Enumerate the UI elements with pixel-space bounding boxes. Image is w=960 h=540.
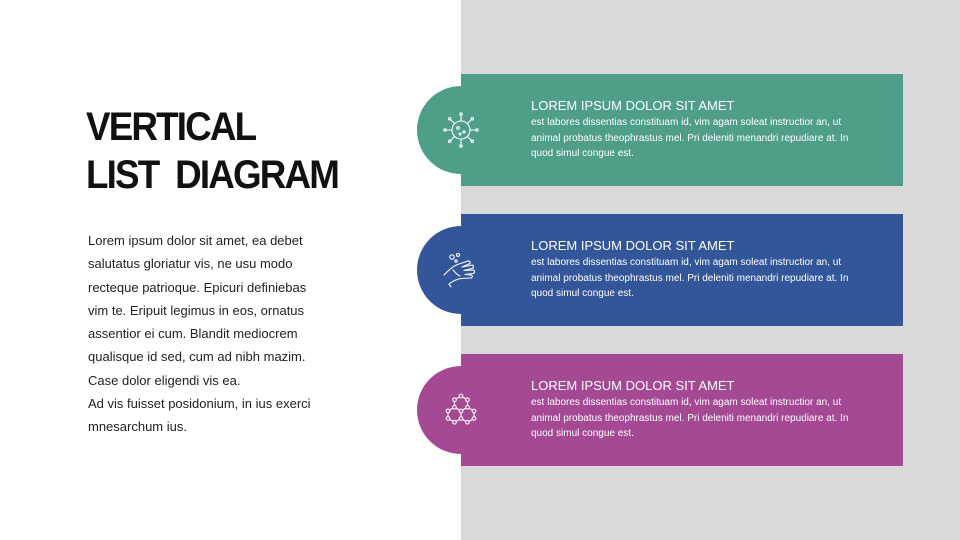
hand-washing-icon bbox=[439, 248, 483, 292]
intro-paragraph-1: Lorem ipsum dolor sit amet, ea debet salutatus gloriatur vis, ne usu modo recteque patrioque. Epicuri definiebas vim te. Eripuit legimus in eos, ornatus assentior ei cum. Blandit mediocrem qualisque id sed, cum ad nibh mazim. Case dolor eligendi vis ea. bbox=[88, 233, 307, 388]
molecule-icon bbox=[439, 388, 483, 432]
list-item-text: est labores dissentias constituam id, vim agam soleat instructior an, ut animal probatus theophrastus mel. Pri deleniti menandri repudiare at. In quod simul congue est. bbox=[531, 257, 849, 299]
list-item-text: est labores dissentias constituam id, vim agam soleat instructior an, ut animal probatus theophrastus mel. Pri deleniti menandri repudiare at. In quod simul congue est. bbox=[531, 397, 849, 439]
page-title bbox=[86, 103, 390, 199]
title-line-2: LIST DIAGRAM bbox=[86, 153, 339, 197]
list-item-2 bbox=[417, 214, 903, 326]
list-item-heading: LOREM IPSUM DOLOR SIT AMET bbox=[531, 98, 735, 113]
list-item-heading: LOREM IPSUM DOLOR SIT AMET bbox=[531, 238, 735, 253]
intro-text bbox=[88, 229, 328, 439]
list-item-text: est labores dissentias constituam id, vim agam soleat instructior an, ut animal probatus theophrastus mel. Pri deleniti menandri repudiare at. In quod simul congue est. bbox=[531, 117, 849, 159]
list-item-1 bbox=[417, 74, 903, 186]
list-item-heading: LOREM IPSUM DOLOR SIT AMET bbox=[531, 378, 735, 393]
intro-paragraph-2: Ad vis fuisset posidonium, in ius exerci mnesarchum ius. bbox=[88, 396, 311, 435]
title-line-1: VERTICAL bbox=[86, 105, 256, 149]
list-item-3 bbox=[417, 354, 903, 466]
virus-icon bbox=[439, 108, 483, 152]
